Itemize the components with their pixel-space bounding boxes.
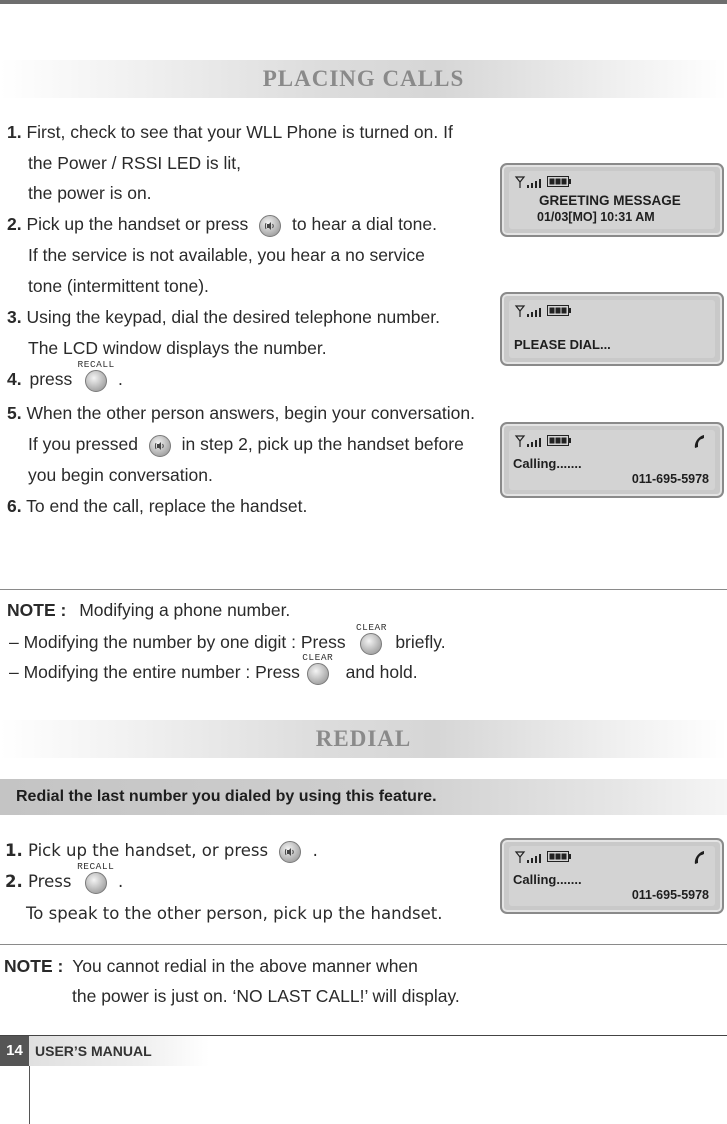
step-3-line-1 [7,306,440,328]
lcd-calling-number: 011-695-5978 [631,888,709,902]
redial-header [0,720,727,758]
clear-label: CLEAR [302,651,334,663]
note-heading [7,599,290,621]
lcd-calling [500,422,724,498]
note-text: Modifying a phone number. [79,600,291,620]
redial-step-2-sub [26,903,443,925]
speaker-icon [284,846,296,858]
speaker-icon [264,220,276,232]
step-number: 3. [7,307,22,327]
placing-calls-title: PLACING CALLS [262,66,465,91]
note-text: – Modifying the number by one digit : Press [9,632,346,652]
handset-icon [691,433,709,451]
step-text: in step 2, pick up the handset before [181,434,464,454]
note-text: and hold. [345,662,418,682]
step-2-line-3 [28,275,209,297]
clear-icon [307,663,329,685]
step-text: tone (intermittent tone). [28,276,209,296]
step-text: . [312,841,318,860]
note-label: NOTE : [4,956,64,976]
recall-icon [85,872,107,894]
step-text: the power is on. [28,183,152,203]
recall-button[interactable] [77,358,115,392]
step-4-line [7,358,123,392]
lcd-calling-line1: Calling....... [513,456,582,471]
placing-calls-header [0,60,727,98]
step-text: First, check to see that your WLL Phone is turned on. If [26,122,453,142]
lcd-calling-redial [500,838,724,914]
top-rule [0,0,727,4]
step-number: 2. [7,214,22,234]
lcd-calling-line1: Calling....... [513,872,582,887]
lcd-calling-number: 011-695-5978 [631,472,709,486]
step-5-line-3 [28,464,213,486]
note-text: briefly. [395,632,446,652]
separator [0,944,727,945]
clear-icon [360,633,382,655]
recall-icon [85,370,107,392]
lcd-dial-line1: PLEASE DIAL... [514,337,611,352]
note-line-2 [9,651,418,685]
step-text: . [118,369,123,389]
step-number: 6. [7,496,22,516]
step-text: Pick up the handset or press [26,214,249,234]
manual-label: USER’S MANUAL [29,1036,209,1066]
note2-line-2 [72,985,460,1007]
step-1-line-2 [28,152,241,174]
step-text: The LCD window displays the number. [28,338,327,358]
battery-icon [547,851,571,862]
footer-vertical-rule [29,1066,30,1124]
redial-feature-bar [0,779,727,815]
handset-icon [691,849,709,867]
note-label: NOTE : [7,600,67,620]
step-text: If the service is not available, you hear a no service [28,245,425,265]
note-text: the power is just on. ‘NO LAST CALL!’ will display. [72,986,460,1006]
lcd-greeting-line1: GREETING MESSAGE [539,193,681,208]
step-text: you begin conversation. [28,465,213,485]
step-text: To end the call, replace the handset. [26,496,308,516]
speaker-button[interactable] [149,434,171,457]
signal-icon [514,850,542,864]
battery-icon [547,305,571,316]
step-2-line-1 [7,213,437,237]
step-text: Using the keypad, dial the desired telephone number. [26,307,440,327]
lcd-please-dial [500,292,724,366]
signal-icon [514,434,542,448]
step-text: To speak to the other person, pick up the handset. [26,904,443,923]
recall-label: RECALL [77,861,115,873]
step-text: . [117,872,124,891]
step-text: the Power / RSSI LED is lit, [28,153,241,173]
note2-line-1 [4,955,418,977]
step-number: 2. [5,872,23,891]
lcd-greeting [500,163,724,237]
step-text: press [29,369,73,389]
recall-button[interactable] [77,861,115,894]
redial-feature-text: Redial the last number you dialed by using this feature. [16,788,437,805]
step-5-line-1 [7,402,475,424]
speaker-icon [154,440,166,452]
clear-button[interactable] [302,651,334,685]
signal-icon [514,175,542,189]
speaker-button[interactable] [259,214,281,237]
signal-icon [514,304,542,318]
redial-step-1 [5,840,318,863]
step-text: When the other person answers, begin your conversation. [26,403,475,423]
step-3-line-2 [28,337,327,359]
battery-icon [547,176,571,187]
step-5-line-2 [28,433,464,457]
page-number: 14 [0,1036,29,1066]
step-text: Press [28,872,72,891]
step-number: 4. [7,369,22,389]
recall-label: RECALL [77,358,115,370]
step-number: 5. [7,403,22,423]
clear-label: CLEAR [355,621,387,633]
step-number: 1. [7,122,22,142]
step-text: to hear a dial tone. [292,214,437,234]
step-text: If you pressed [28,434,138,454]
battery-icon [547,435,571,446]
note-line-1 [9,621,446,655]
step-6-line [7,495,307,517]
separator [0,589,727,590]
note-text: You cannot redial in the above manner when [72,956,418,976]
note-text: – Modifying the entire number : Press [9,662,300,682]
redial-step-2 [5,861,124,894]
step-number: 1. [5,841,23,860]
lcd-greeting-line2: 01/03[MO] 10:31 AM [537,210,655,224]
step-2-line-2 [28,244,425,266]
clear-button[interactable] [355,621,387,655]
step-1-line-1 [7,121,453,143]
step-text: Pick up the handset, or press [28,841,269,860]
redial-title: REDIAL [315,726,412,751]
step-1-line-3 [28,182,152,204]
speaker-button[interactable] [279,840,301,863]
